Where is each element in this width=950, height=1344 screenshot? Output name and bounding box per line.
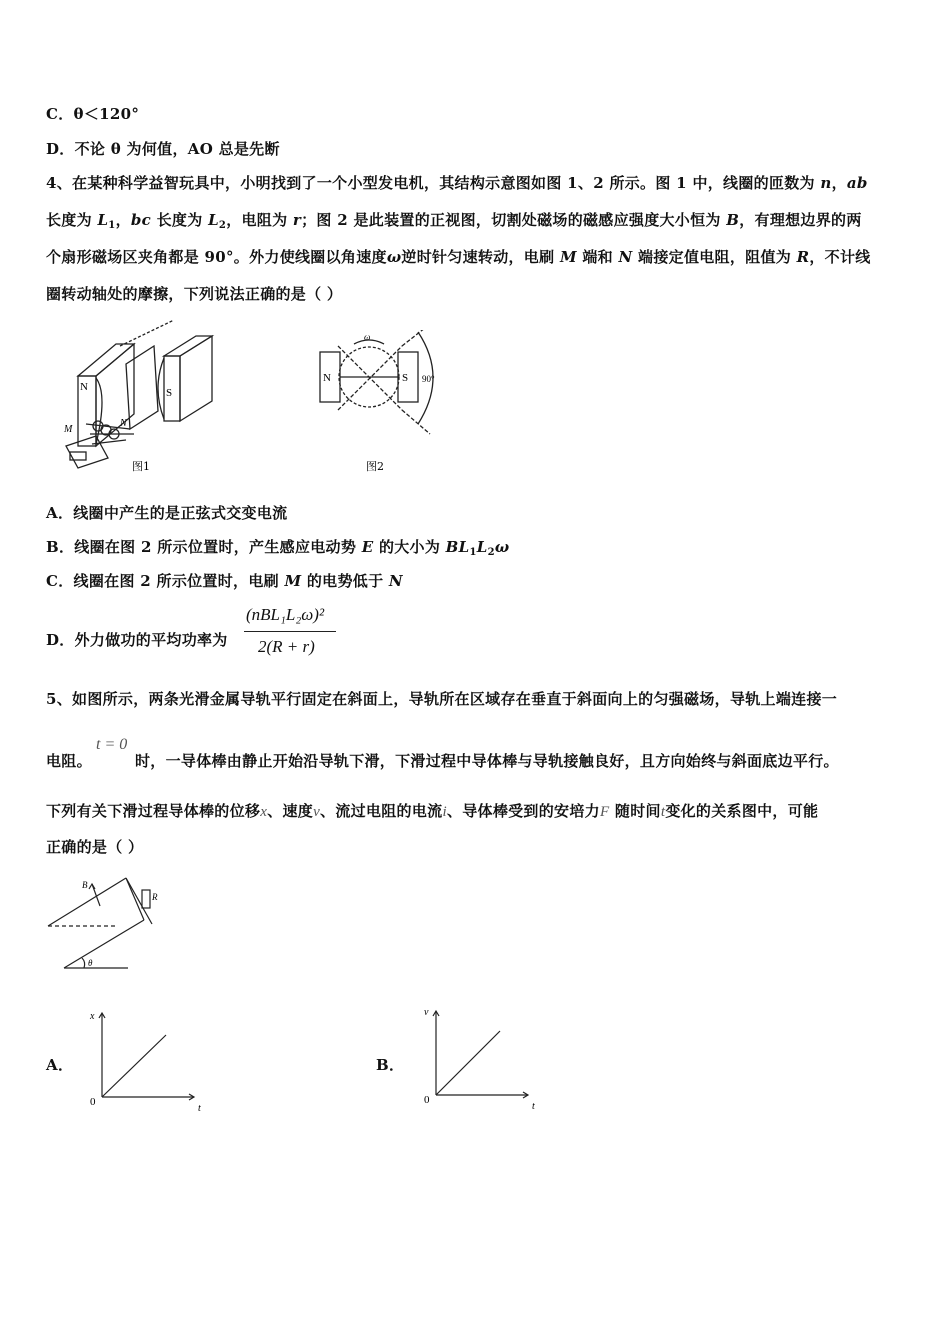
option-c-q3: C．θ＜120° <box>46 105 140 123</box>
omega-label: ω <box>364 332 371 342</box>
n-pole-label-fig2: N <box>323 372 331 384</box>
graph-b-v-vs-t <box>418 1001 544 1111</box>
q5-stem-line4: 正确的是（ ） <box>46 838 144 856</box>
theta-label: θ <box>88 958 93 968</box>
option-c-q4: C．线圈在图 2 所示位置时，电刷 M 的电势低于 N <box>46 572 403 590</box>
q5-stem-line3: 下列有关下滑过程导体棒的位移x、速度v、流过电阻的电流i、导体棒受到的安培力F 随时间t变化的关系图中，可能 <box>46 802 819 820</box>
graph-b-line <box>436 1031 500 1095</box>
q4-stem-line1: 4、在某种科学益智玩具中，小明找到了一个小型发电机，其结构示意图如图 1、2 所示。图 1 中，线圈的匝数为 n，ab <box>46 174 868 192</box>
figure-1-generator <box>56 316 226 481</box>
resistor-r-label: R <box>152 892 158 902</box>
brush-m-label: M <box>64 424 73 435</box>
figure-incline-rails <box>44 868 164 978</box>
figure-1-caption: 图1 <box>132 460 150 473</box>
angle-90-label: 90° <box>422 374 435 384</box>
option-a-q4: A．线圈中产生的是正弦式交变电流 <box>46 504 288 522</box>
s-pole-label-fig2: S <box>402 372 409 384</box>
q5-stem-line2: 电阻。 <box>46 752 92 770</box>
q5-stem-line2-rest: 时，一导体棒由静止开始沿导轨下滑，下滑过程中导体棒与导轨接触良好，且方向始终与斜面底边平行。 <box>135 752 839 770</box>
option-a-q5: A． <box>46 1056 74 1074</box>
graph-a-y-label: x <box>90 1011 95 1022</box>
option-b-q5: B． <box>376 1056 405 1074</box>
graph-b-x-label: t <box>532 1101 535 1111</box>
s-pole-label: S <box>166 387 173 399</box>
option-d-q3: D．不论 θ 为何值，AO 总是先断 <box>46 140 280 158</box>
q4-stem-line4: 圈转动轴处的摩擦，下列说法正确的是（ ） <box>46 285 343 303</box>
graph-b-y-label: v <box>424 1007 429 1018</box>
power-fraction-denominator: 2(R + r) <box>258 637 315 656</box>
graph-a-x-vs-t <box>84 1005 210 1113</box>
graph-b-origin: 0 <box>424 1094 430 1106</box>
graph-a-x-label: t <box>198 1103 201 1113</box>
graph-a-origin: 0 <box>90 1096 96 1108</box>
brush-n-label: N <box>120 418 127 429</box>
graph-a-line <box>102 1035 166 1097</box>
option-d-q4: D．外力做功的平均功率为 <box>46 631 228 649</box>
field-b-label: B <box>82 880 88 890</box>
figure-2-front-view <box>318 330 458 475</box>
t-equals-zero: t = 0 <box>96 736 128 753</box>
q5-stem-line1: 5、如图所示，两条光滑金属导轨平行固定在斜面上，导轨所在区域存在垂直于斜面向上的匀强磁场，导轨上端连接一 <box>46 690 838 708</box>
q4-stem-line2: 长度为 $L_1$，bc 长度为 $L_2$，电阻为 r；图 2 是此装置的正视图，切割处磁场的磁感应强度大小恒为 B，有理想边界的两 <box>46 211 862 231</box>
q4-stem-line3: 个扇形磁场区夹角都是 90°。外力使线圈以角速度ω逆时针匀速转动，电刷 M 端和 N 端接定值电阻，阻值为 R，不计线 <box>46 248 871 266</box>
option-b-q4: B．线圈在图 2 所示位置时，产生感应电动势 E 的大小为 $BL_1L_2\omega$ <box>46 538 510 558</box>
power-fraction-numerator: (nBL₁L₂ω)² <box>246 605 325 624</box>
n-pole-label: N <box>80 381 88 393</box>
fraction-bar <box>244 631 336 632</box>
figure-2-caption: 图2 <box>366 460 384 473</box>
